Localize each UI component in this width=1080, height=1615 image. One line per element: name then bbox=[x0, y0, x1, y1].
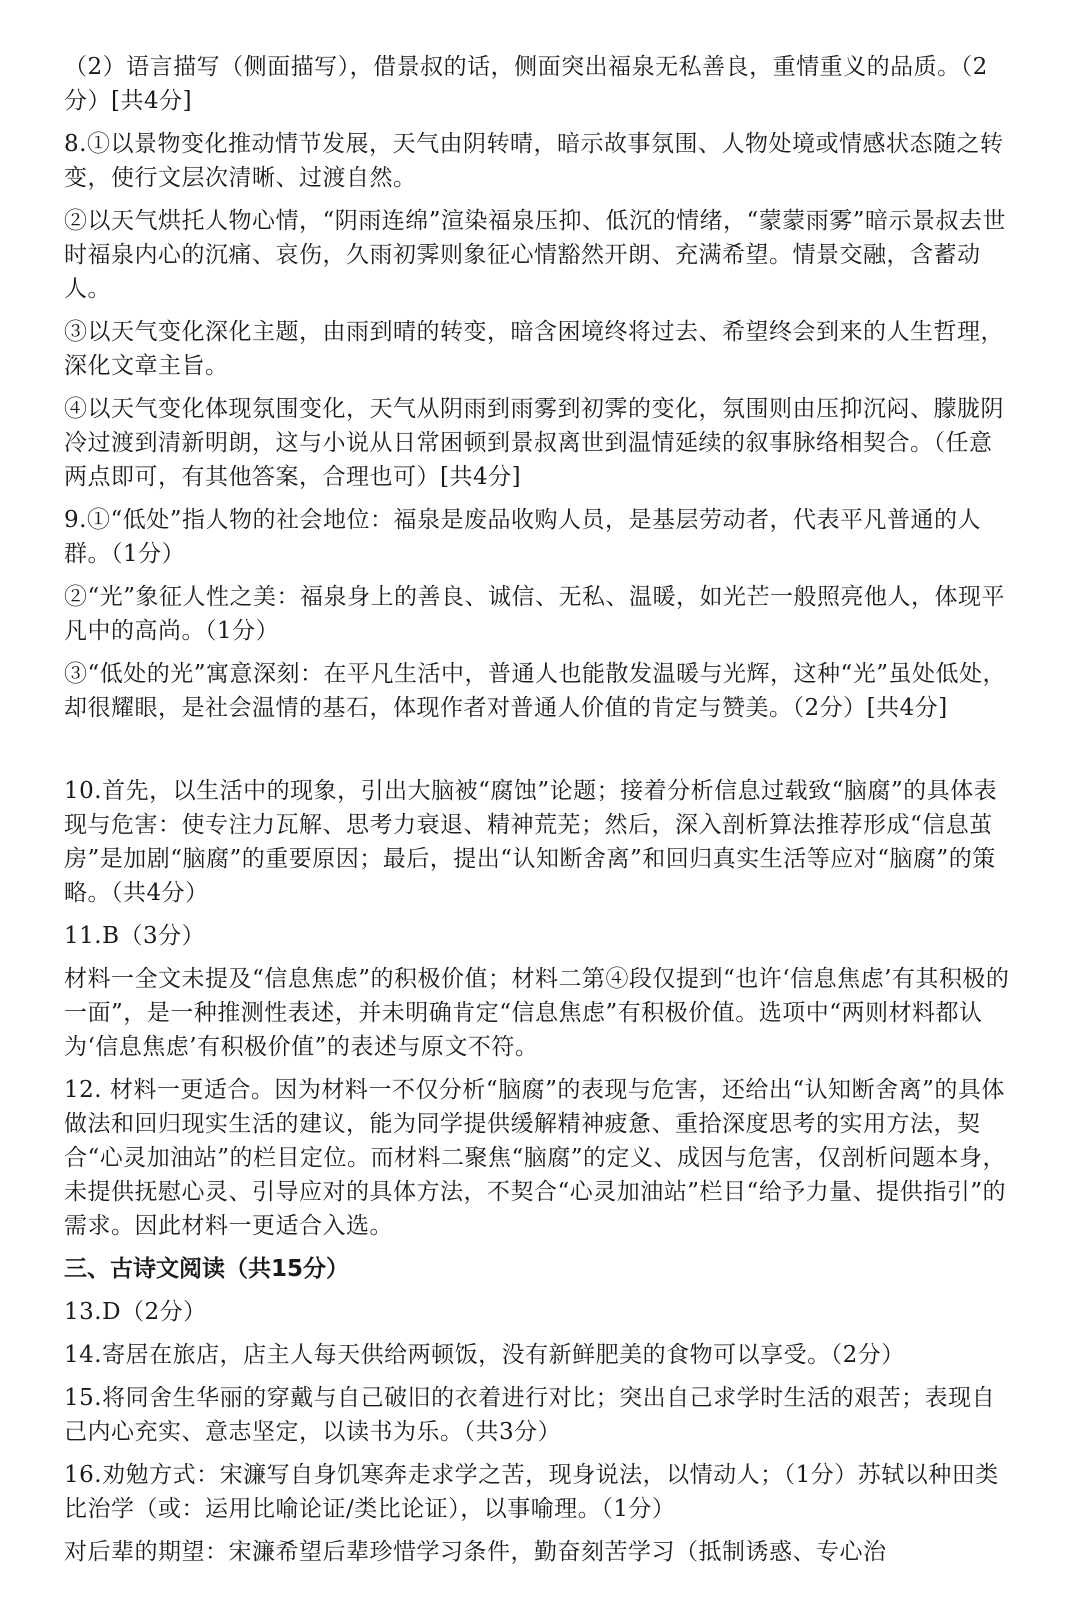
answer-8-point-3: ③以天气变化深化主题，由雨到晴的转变，暗含困境终将过去、希望终会到来的人生哲理，深化文章主旨。 bbox=[64, 319, 1004, 379]
answer-14: 14.寄居在旅店，店主人每天供给两顿饭，没有新鲜肥美的食物可以享受。（2分） bbox=[64, 1342, 905, 1368]
answer-15: 15.将同舍生华丽的穿戴与自己破旧的衣着进行对比；突出自己求学时生活的艰苦；表现自己内心充实、意志坚定，以读书为乐。（共3分） bbox=[64, 1385, 996, 1445]
answer-13: 13.D（2分） bbox=[64, 1299, 207, 1325]
answer-16: 16.劝勉方式：宋濂写自身饥寒奔走求学之苦，现身说法，以情动人；（1分）苏轼以种田类比治学（或：运用比喻论证/类比论证），以事喻理。（1分） bbox=[64, 1462, 999, 1522]
answer-12: 12. 材料一更适合。因为材料一不仅分析“脑腐”的表现与危害，还给出“认知断舍离”的具体做法和回归现实生活的建议，能为同学提供缓解精神疲惫、重拾深度思考的实用方法，契合“心灵加油站”的栏目定位。而材料二聚焦“脑腐”的定义、成因与危害，仅剖析问题本身，未提供抚慰心灵、引导应对的具体方法，不契合“心灵加油站”栏目“给予力量、提供指引”的需求。因此材料一更适合入选。 bbox=[64, 1077, 1007, 1239]
answer-9-point-3: ③“低处的光”寓意深刻：在平凡生活中，普通人也能散发温暖与光辉，这种“光”虽处低处，却很耀眼，是社会温情的基石，体现作者对普通人价值的肯定与赞美。（2分）[共4分] bbox=[64, 661, 1007, 721]
spacer bbox=[64, 734, 1014, 774]
answer-11: 11.B（3分） bbox=[64, 923, 206, 949]
answer-10: 10.首先，以生活中的现象，引出大脑被“腐蚀”论题；接着分析信息过载致“脑腐”的具体表现与危害：使专注力瓦解、思考力衰退、精神荒芜；然后，深入剖析算法推荐形成“信息茧房”是加剧“脑腐”的重要原因；最后，提出“认知断舍离”和回归真实生活等应对“脑腐”的策略。（共4分） bbox=[64, 778, 998, 906]
answer-9-point-1: 9.①“低处”指人物的社会地位：福泉是废品收购人员，是基层劳动者，代表平凡普通的人群。（1分） bbox=[64, 507, 981, 567]
answer-document bbox=[64, 50, 1014, 1578]
answer-8-point-1: 8.①以景物变化推动情节发展，天气由阴转晴，暗示故事氛围、人物处境或情感状态随之转变，使行文层次清晰、过渡自然。 bbox=[64, 131, 1004, 191]
answer-9-point-2: ②“光”象征人性之美：福泉身上的善良、诚信、无私、温暖，如光芒一般照亮他人，体现平凡中的高尚。（1分） bbox=[64, 584, 1006, 644]
answer-11-explanation: 材料一全文未提及“信息焦虑”的积极价值；材料二第④段仅提到“也许‘信息焦虑’有其积极的一面”，是一种推测性表述，并未明确肯定“信息焦虑”有积极价值。选项中“两则材料都认为‘信息焦虑’有积极价值”的表述与原文不符。 bbox=[64, 966, 1010, 1060]
answer-16-expectation: 对后辈的期望：宋濂希望后辈珍惜学习条件，勤奋刻苦学习（抵制诱惑、专心治 bbox=[64, 1539, 887, 1565]
answer-8-point-4: ④以天气变化体现氛围变化，天气从阴雨到雨雾到初霁的变化，氛围则由压抑沉闷、朦胧阴冷过渡到清新明朗，这与小说从日常困顿到景叔离世到温情延续的叙事脉络相契合。（任意两点即可，有其他答案，合理也可）[共4分] bbox=[64, 396, 1004, 490]
answer-8-point-2: ②以天气烘托人物心情，“阴雨连绵”渲染福泉压抑、低沉的情绪，“蒙蒙雨雾”暗示景叔去世时福泉内心的沉痛、哀伤，久雨初霁则象征心情豁然开朗、充满希望。情景交融，含蓄动人。 bbox=[64, 208, 1007, 302]
answer-7-2: （2）语言描写（侧面描写），借景叔的话，侧面突出福泉无私善良，重情重义的品质。（2分）[共4分] bbox=[64, 54, 988, 114]
section-heading-classical: 三、古诗文阅读（共15分） bbox=[64, 1256, 350, 1282]
